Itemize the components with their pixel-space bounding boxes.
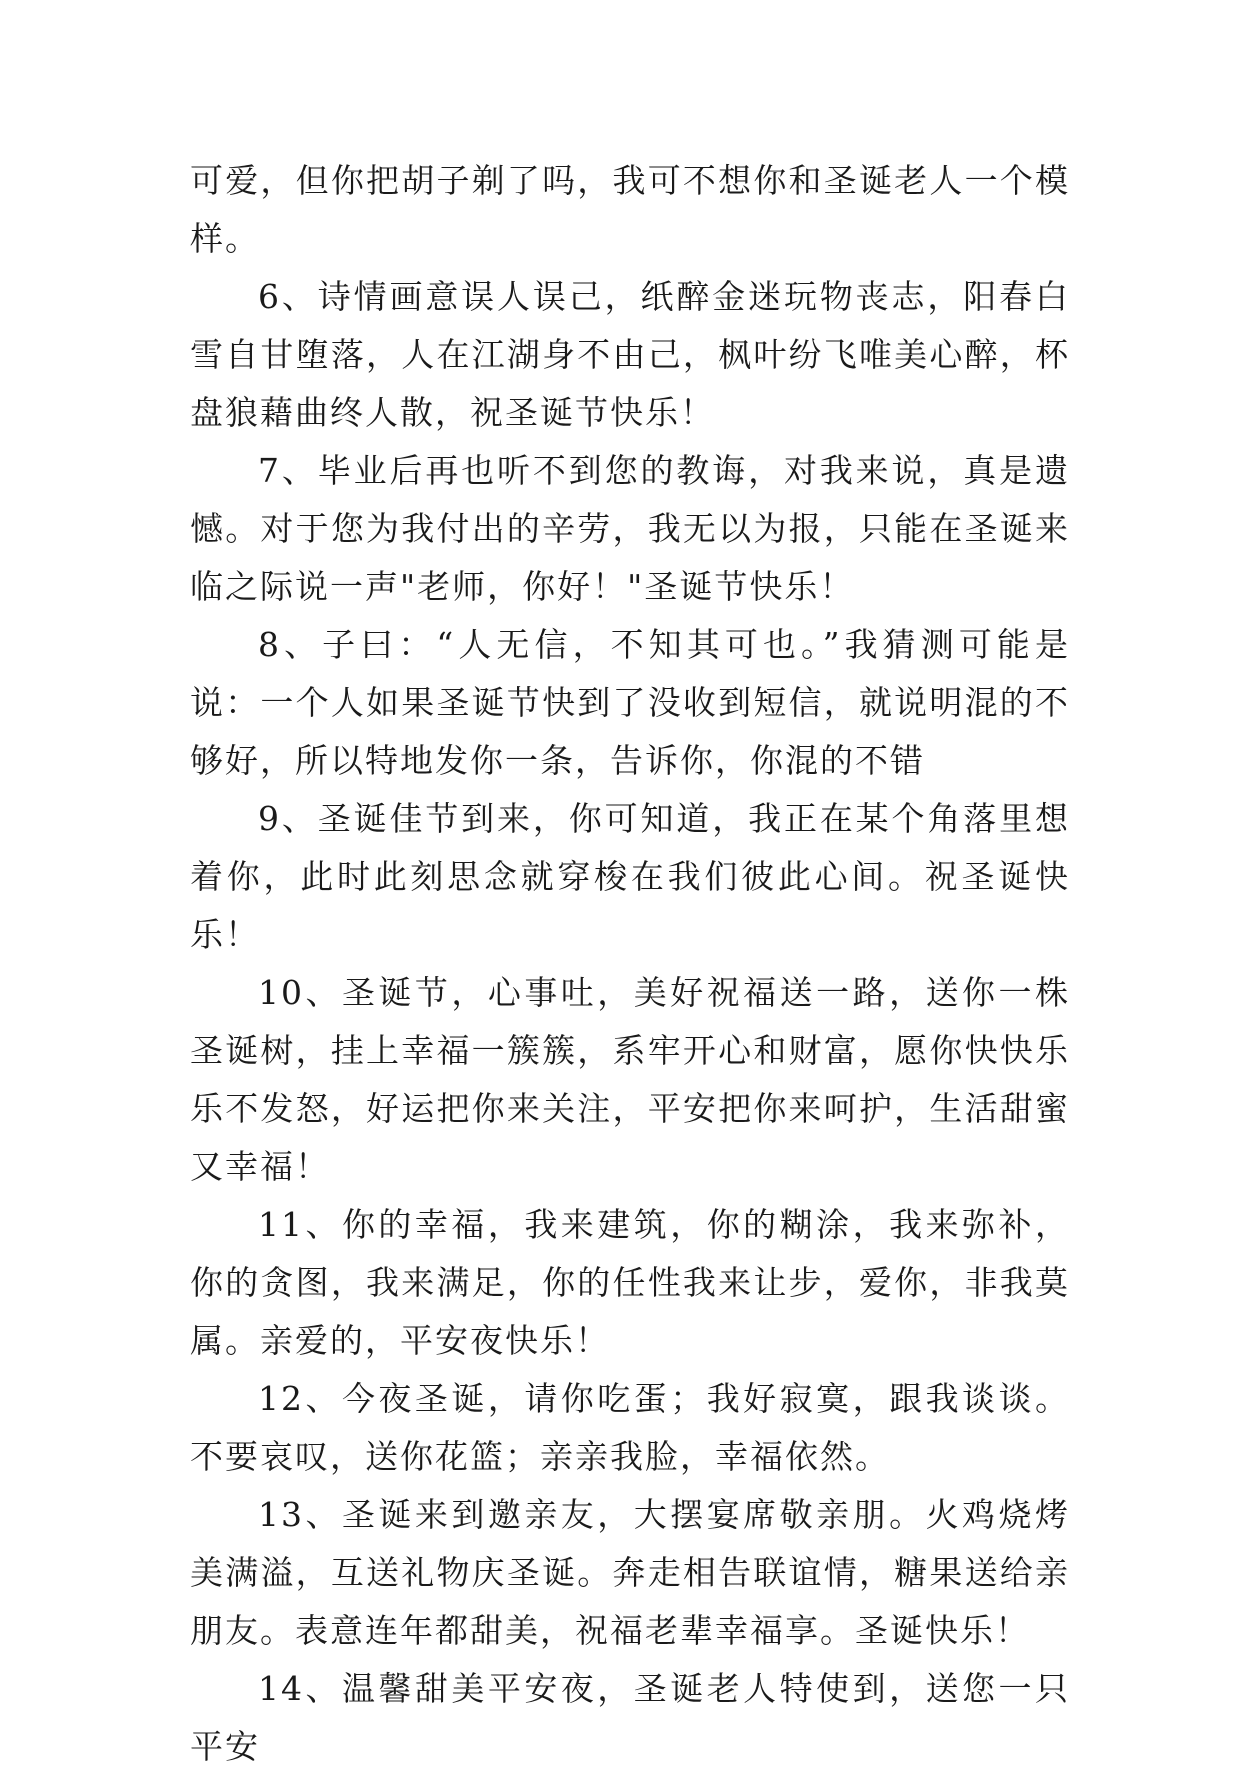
paragraph-10: 10、圣诞节，心事吐，美好祝福送一路，送你一株圣诞树，挂上幸福一簇簇，系牢开心和财富，愿你快快乐乐不发怒，好运把你来关注，平安把你来呵护，生活甜蜜又幸福！ xyxy=(190,973,1070,1186)
paragraph-12: 12、今夜圣诞，请你吃蛋；我好寂寞，跟我谈谈。不要哀叹，送你花篮；亲亲我脸，幸福依然。 xyxy=(190,1379,1070,1476)
paragraph-7: 7、毕业后再也听不到您的教诲，对我来说，真是遗憾。对于您为我付出的辛劳，我无以为报，只能在圣诞来临之际说一声"老师，你好！"圣诞节快乐！ xyxy=(190,451,1070,606)
paragraph-14: 14、温馨甜美平安夜，圣诞老人特使到，送您一只平安 xyxy=(190,1669,1070,1766)
paragraph-11: 11、你的幸福，我来建筑，你的糊涂，我来弥补，你的贪图，我来满足，你的任性我来让步，爱你，非我莫属。亲爱的，平安夜快乐！ xyxy=(190,1205,1070,1360)
paragraph-13: 13、圣诞来到邀亲友，大摆宴席敬亲朋。火鸡烧烤美满溢，互送礼物庆圣诞。奔走相告联谊情，糖果送给亲朋友。表意连年都甜美，祝福老辈幸福享。圣诞快乐！ xyxy=(190,1495,1070,1650)
paragraph-9: 9、圣诞佳节到来，你可知道，我正在某个角落里想着你，此时此刻思念就穿梭在我们彼此心间。祝圣诞快乐！ xyxy=(190,799,1070,954)
document-body xyxy=(190,152,1070,1776)
paragraph-8: 8、子曰：“人无信，不知其可也。”我猜测可能是说：一个人如果圣诞节快到了没收到短信，就说明混的不够好，所以特地发你一条，告诉你，你混的不错 xyxy=(190,625,1070,780)
paragraph-continuation: 可爱，但你把胡子剃了吗，我可不想你和圣诞老人一个模样。 xyxy=(190,161,1070,258)
paragraph-6: 6、诗情画意误人误己，纸醉金迷玩物丧志，阳春白雪自甘堕落，人在江湖身不由己，枫叶纷飞唯美心醉，杯盘狼藉曲终人散，祝圣诞节快乐！ xyxy=(190,277,1070,432)
